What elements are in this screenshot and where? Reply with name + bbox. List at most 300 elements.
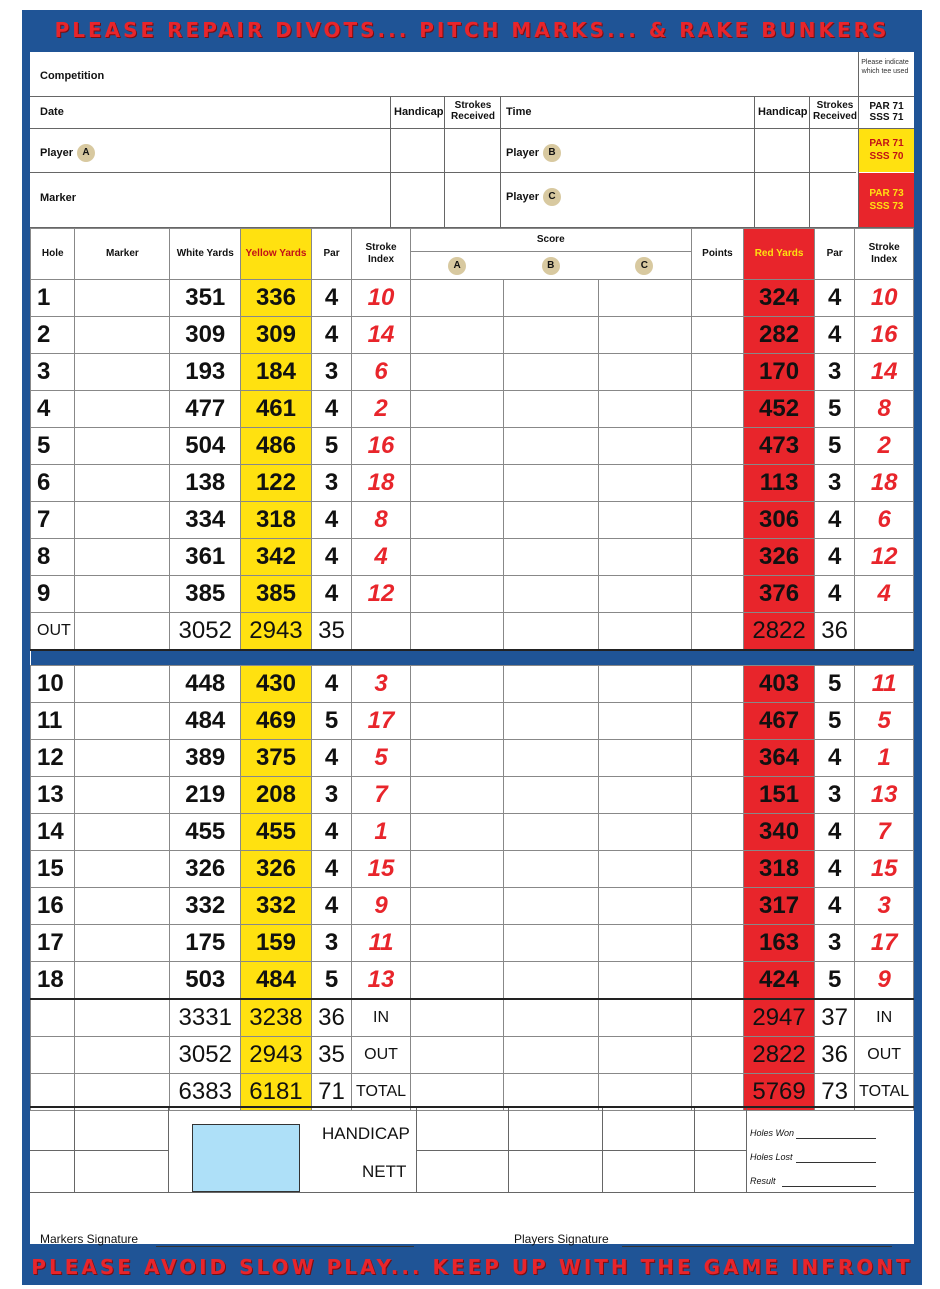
score-a-cell[interactable] (410, 777, 503, 814)
marker-score-cell[interactable] (75, 317, 170, 354)
score-b-cell[interactable] (503, 317, 598, 354)
points-cell[interactable] (691, 428, 744, 465)
totals-row (31, 1037, 914, 1074)
white-yards: 503 (170, 962, 241, 1000)
red-par: 3 (814, 925, 854, 962)
score-b-cell[interactable] (503, 576, 598, 613)
score-a-cell[interactable] (410, 962, 503, 1000)
handicap-label-b: Handicap (758, 106, 808, 118)
totals-label: OUT (352, 1037, 411, 1074)
score-c-cell[interactable] (598, 502, 691, 539)
hole-number: 6 (31, 465, 75, 502)
col-stroke-index: Stroke Index (352, 229, 411, 280)
score-c-cell[interactable] (598, 576, 691, 613)
white-yards: 309 (170, 317, 241, 354)
red-yards: 151 (744, 777, 815, 814)
totals (31, 999, 914, 1111)
hole-row (31, 576, 914, 613)
score-a-cell[interactable] (410, 280, 503, 317)
red-yards: 340 (744, 814, 815, 851)
marker-score-cell[interactable] (75, 280, 170, 317)
yellow-yards: 455 (241, 814, 312, 851)
hole-row (31, 539, 914, 576)
out-label: OUT (31, 613, 75, 651)
tee-red[interactable] (859, 173, 914, 227)
totals-score-b[interactable] (503, 1037, 598, 1074)
white-yards: 448 (170, 666, 241, 703)
score-c-cell[interactable] (598, 354, 691, 391)
marker-score-cell[interactable] (75, 740, 170, 777)
out-row (31, 613, 914, 651)
stroke-index: 7 (352, 777, 411, 814)
score-c-cell[interactable] (598, 703, 691, 740)
points-cell[interactable] (691, 539, 744, 576)
score-c-cell[interactable] (598, 962, 691, 1000)
red-par: 5 (814, 666, 854, 703)
stroke-index: 4 (352, 539, 411, 576)
markers-signature-label: Markers Signature (40, 1232, 139, 1246)
red-par: 3 (814, 465, 854, 502)
score-a-cell[interactable] (410, 428, 503, 465)
score-c-cell[interactable] (598, 539, 691, 576)
red-stroke-index: 7 (855, 814, 914, 851)
hole-row (31, 666, 914, 703)
player-c-text: Player (506, 190, 540, 203)
tee-yellow[interactable] (859, 129, 914, 172)
strokes-received-label-a: Strokes Received (451, 100, 495, 122)
totals-blank-2[interactable] (75, 1037, 170, 1074)
red-par: 5 (814, 391, 854, 428)
white-yards: 504 (170, 428, 241, 465)
score-b-cell[interactable] (503, 777, 598, 814)
yellow-yards: 159 (241, 925, 312, 962)
points-cell[interactable] (691, 280, 744, 317)
score-b-cell[interactable] (503, 962, 598, 1000)
hole-row (31, 925, 914, 962)
red-yards: 424 (744, 962, 815, 1000)
points-cell[interactable] (691, 354, 744, 391)
par: 4 (311, 740, 351, 777)
score-b-cell[interactable] (503, 703, 598, 740)
score-a-cell[interactable] (410, 703, 503, 740)
totals-red-label: IN (855, 999, 914, 1037)
out-si (352, 613, 411, 651)
totals-row (31, 999, 914, 1037)
score-a-cell[interactable] (410, 888, 503, 925)
score-b-cell[interactable] (503, 465, 598, 502)
totals-par: 71 (311, 1074, 351, 1111)
white-yards: 455 (170, 814, 241, 851)
totals-yellow: 6181 (241, 1074, 312, 1111)
totals-white: 3331 (170, 999, 241, 1037)
totals-points[interactable] (691, 1074, 744, 1111)
red-par: 5 (814, 962, 854, 1000)
points-cell[interactable] (691, 465, 744, 502)
points-cell[interactable] (691, 814, 744, 851)
score-a-cell[interactable] (410, 391, 503, 428)
red-yards: 326 (744, 539, 815, 576)
red-par: 3 (814, 777, 854, 814)
tee-red-sss: SSS 73 (869, 201, 904, 212)
top-banner: PLEASE REPAIR DIVOTS... PITCH MARKS... & RAKE BUNKERS (54, 18, 890, 42)
holes-won-line[interactable] (796, 1138, 876, 1139)
red-par: 4 (814, 280, 854, 317)
holes-won-label: Holes Won (750, 1128, 795, 1138)
scorecard (22, 10, 922, 1285)
out-rpar: 36 (814, 613, 854, 651)
score-a-cell[interactable] (410, 814, 503, 851)
red-par: 4 (814, 502, 854, 539)
totals-blank-1[interactable] (31, 999, 75, 1037)
marker-score-cell[interactable] (75, 354, 170, 391)
red-yards: 282 (744, 317, 815, 354)
points-cell[interactable] (691, 888, 744, 925)
tee-yellow-sss: SSS 70 (869, 151, 904, 162)
white-yards: 332 (170, 888, 241, 925)
points-cell[interactable] (691, 666, 744, 703)
red-par: 4 (814, 539, 854, 576)
points-cell[interactable] (691, 740, 744, 777)
totals-red: 5769 (744, 1074, 815, 1111)
bottom-banner: PLEASE AVOID SLOW PLAY... KEEP UP WITH THE GAME INFRONT (31, 1255, 913, 1279)
col-red-yards: Red Yards (744, 229, 815, 280)
red-stroke-index: 3 (855, 888, 914, 925)
red-stroke-index: 17 (855, 925, 914, 962)
totals-row (31, 1074, 914, 1111)
marker-score-cell[interactable] (75, 962, 170, 1000)
yellow-yards: 332 (241, 888, 312, 925)
score-b-cell[interactable] (503, 354, 598, 391)
score-c-cell[interactable] (598, 888, 691, 925)
marker-score-cell[interactable] (75, 502, 170, 539)
hole-number: 5 (31, 428, 75, 465)
score-a-cell[interactable] (410, 851, 503, 888)
marker-score-cell[interactable] (75, 465, 170, 502)
totals-yellow: 2943 (241, 1037, 312, 1074)
score-a-cell[interactable] (410, 354, 503, 391)
yellow-yards: 326 (241, 851, 312, 888)
tee-red-par: PAR 73 (869, 188, 904, 199)
out-yellow: 2943 (241, 613, 312, 651)
score-c-cell[interactable] (598, 280, 691, 317)
stroke-index: 18 (352, 465, 411, 502)
score-c-cell[interactable] (598, 428, 691, 465)
red-yards: 376 (744, 576, 815, 613)
player-c-label (506, 188, 561, 206)
stroke-index: 12 (352, 576, 411, 613)
score-c-cell[interactable] (598, 391, 691, 428)
red-par: 4 (814, 317, 854, 354)
marker-score-cell[interactable] (75, 888, 170, 925)
par: 4 (311, 888, 351, 925)
stroke-index: 5 (352, 740, 411, 777)
red-par: 4 (814, 576, 854, 613)
red-stroke-index: 2 (855, 428, 914, 465)
par: 4 (311, 317, 351, 354)
red-yards: 324 (744, 280, 815, 317)
totals-blank-2[interactable] (75, 999, 170, 1037)
totals-points[interactable] (691, 1037, 744, 1074)
score-c-cell[interactable] (598, 777, 691, 814)
red-yards: 364 (744, 740, 815, 777)
points-cell[interactable] (691, 576, 744, 613)
tee-white-par: PAR 71 (869, 101, 904, 112)
score-b-cell[interactable] (503, 814, 598, 851)
score-c-cell[interactable] (598, 740, 691, 777)
score-c-cell[interactable] (598, 814, 691, 851)
stroke-index: 17 (352, 703, 411, 740)
yellow-yards: 309 (241, 317, 312, 354)
score-a-cell[interactable] (410, 666, 503, 703)
hole-number: 14 (31, 814, 75, 851)
marker-score-cell[interactable] (75, 428, 170, 465)
hole-number: 3 (31, 354, 75, 391)
out-score-a[interactable] (410, 613, 503, 651)
red-stroke-index: 18 (855, 465, 914, 502)
score-a-cell[interactable] (410, 576, 503, 613)
totals-score-c[interactable] (598, 999, 691, 1037)
totals-score-a[interactable] (410, 1037, 503, 1074)
totals-score-b[interactable] (503, 1074, 598, 1111)
time-label: Time (506, 106, 532, 118)
red-stroke-index: 9 (855, 962, 914, 1000)
marker-score-cell[interactable] (75, 851, 170, 888)
red-par: 4 (814, 851, 854, 888)
yellow-yards: 184 (241, 354, 312, 391)
red-stroke-index: 16 (855, 317, 914, 354)
yellow-yards: 336 (241, 280, 312, 317)
totals-label: TOTAL (352, 1074, 411, 1111)
col-par-2: Par (814, 229, 854, 280)
red-stroke-index: 12 (855, 539, 914, 576)
points-cell[interactable] (691, 703, 744, 740)
score-b-cell[interactable] (503, 740, 598, 777)
score-a-cell[interactable] (410, 539, 503, 576)
player-b-label (506, 144, 561, 162)
points-cell[interactable] (691, 925, 744, 962)
out-score-b[interactable] (503, 613, 598, 651)
hole-number: 18 (31, 962, 75, 1000)
totals-par: 36 (311, 999, 351, 1037)
hole-row (31, 391, 914, 428)
col-marker: Marker (75, 229, 170, 280)
marker-score-cell[interactable] (75, 703, 170, 740)
score-a-badge: A (448, 257, 466, 275)
totals-blank-1[interactable] (31, 1074, 75, 1111)
totals-red-par: 37 (814, 999, 854, 1037)
yellow-yards: 208 (241, 777, 312, 814)
totals-score-a[interactable] (410, 999, 503, 1037)
score-b-cell[interactable] (503, 539, 598, 576)
yellow-yards: 318 (241, 502, 312, 539)
stroke-index: 3 (352, 666, 411, 703)
yellow-yards: 486 (241, 428, 312, 465)
col-white-yards: White Yards (170, 229, 241, 280)
hole-number: 2 (31, 317, 75, 354)
red-stroke-index: 6 (855, 502, 914, 539)
stroke-index: 11 (352, 925, 411, 962)
par: 4 (311, 539, 351, 576)
totals-yellow: 3238 (241, 999, 312, 1037)
hole-number: 17 (31, 925, 75, 962)
hole-row (31, 465, 914, 502)
marker-score-cell[interactable] (75, 539, 170, 576)
white-yards: 361 (170, 539, 241, 576)
stroke-index: 8 (352, 502, 411, 539)
player-b-badge: B (543, 144, 561, 162)
totals-red-label: TOTAL (855, 1074, 914, 1111)
col-score (410, 229, 691, 280)
totals-label: IN (352, 999, 411, 1037)
hole-row (31, 740, 914, 777)
score-b-cell[interactable] (503, 888, 598, 925)
par: 3 (311, 925, 351, 962)
out-marker-cell[interactable] (75, 613, 170, 651)
score-a-cell[interactable] (410, 925, 503, 962)
stroke-index: 6 (352, 354, 411, 391)
par: 4 (311, 391, 351, 428)
stroke-index: 9 (352, 888, 411, 925)
par: 4 (311, 666, 351, 703)
red-par: 4 (814, 888, 854, 925)
par: 3 (311, 777, 351, 814)
points-cell[interactable] (691, 962, 744, 1000)
red-yards: 317 (744, 888, 815, 925)
red-stroke-index: 4 (855, 576, 914, 613)
out-white: 3052 (170, 613, 241, 651)
score-table (30, 228, 914, 1111)
score-b-cell[interactable] (503, 391, 598, 428)
marker-score-cell[interactable] (75, 814, 170, 851)
par: 4 (311, 814, 351, 851)
red-yards: 170 (744, 354, 815, 391)
score-b-cell[interactable] (503, 428, 598, 465)
totals-score-c[interactable] (598, 1074, 691, 1111)
hole-row (31, 280, 914, 317)
white-yards: 477 (170, 391, 241, 428)
totals-blank-2[interactable] (75, 1074, 170, 1111)
white-yards: 175 (170, 925, 241, 962)
stroke-index: 13 (352, 962, 411, 1000)
score-c-badge: C (635, 257, 653, 275)
front-nine (31, 280, 914, 613)
back-nine (31, 666, 914, 1000)
out-score-c[interactable] (598, 613, 691, 651)
red-stroke-index: 15 (855, 851, 914, 888)
player-a-text: Player (40, 146, 74, 159)
totals-score-a[interactable] (410, 1074, 503, 1111)
red-stroke-index: 13 (855, 777, 914, 814)
marker-score-cell[interactable] (75, 925, 170, 962)
hole-number: 7 (31, 502, 75, 539)
totals-score-b[interactable] (503, 999, 598, 1037)
par: 5 (311, 962, 351, 1000)
white-yards: 219 (170, 777, 241, 814)
par: 3 (311, 465, 351, 502)
points-cell[interactable] (691, 502, 744, 539)
marker-score-cell[interactable] (75, 576, 170, 613)
red-par: 3 (814, 354, 854, 391)
handicap-label-a: Handicap (394, 106, 444, 118)
out-points[interactable] (691, 613, 744, 651)
score-c-cell[interactable] (598, 666, 691, 703)
holes-lost-line[interactable] (796, 1162, 876, 1163)
points-cell[interactable] (691, 317, 744, 354)
red-yards: 113 (744, 465, 815, 502)
white-yards: 484 (170, 703, 241, 740)
par: 4 (311, 502, 351, 539)
col-stroke-index-2: Stroke Index (855, 229, 914, 280)
col-hole: Hole (31, 229, 75, 280)
marker-score-cell[interactable] (75, 777, 170, 814)
score-a-cell[interactable] (410, 502, 503, 539)
totals-red-label: OUT (855, 1037, 914, 1074)
result-label: Result (750, 1176, 776, 1186)
stroke-index: 16 (352, 428, 411, 465)
score-b-cell[interactable] (503, 280, 598, 317)
yellow-yards: 385 (241, 576, 312, 613)
hole-row (31, 428, 914, 465)
par: 3 (311, 354, 351, 391)
totals-score-c[interactable] (598, 1037, 691, 1074)
yellow-yards: 342 (241, 539, 312, 576)
score-b-cell[interactable] (503, 851, 598, 888)
result-line[interactable] (782, 1186, 876, 1187)
hole-number: 1 (31, 280, 75, 317)
totals-red-par: 73 (814, 1074, 854, 1111)
col-points: Points (691, 229, 744, 280)
marker-score-cell[interactable] (75, 666, 170, 703)
white-yards: 326 (170, 851, 241, 888)
white-yards: 334 (170, 502, 241, 539)
par: 5 (311, 428, 351, 465)
score-a-cell[interactable] (410, 465, 503, 502)
score-c-cell[interactable] (598, 851, 691, 888)
marker-label: Marker (40, 192, 77, 204)
points-cell[interactable] (691, 391, 744, 428)
white-yards: 351 (170, 280, 241, 317)
score-c-cell[interactable] (598, 465, 691, 502)
marker-score-cell[interactable] (75, 391, 170, 428)
hole-number: 9 (31, 576, 75, 613)
score-b-cell[interactable] (503, 502, 598, 539)
score-b-cell[interactable] (503, 925, 598, 962)
red-par: 4 (814, 814, 854, 851)
col-par: Par (311, 229, 351, 280)
col-yellow-yards: Yellow Yards (241, 229, 312, 280)
hole-row (31, 317, 914, 354)
score-a-cell[interactable] (410, 317, 503, 354)
yellow-yards: 461 (241, 391, 312, 428)
totals-par: 35 (311, 1037, 351, 1074)
totals-white: 3052 (170, 1037, 241, 1074)
red-stroke-index: 5 (855, 703, 914, 740)
points-cell[interactable] (691, 777, 744, 814)
score-c-cell[interactable] (598, 317, 691, 354)
hole-row (31, 703, 914, 740)
red-stroke-index: 1 (855, 740, 914, 777)
totals-points[interactable] (691, 999, 744, 1037)
out-rsi (855, 613, 914, 651)
tee-white[interactable] (859, 97, 914, 128)
score-c-cell[interactable] (598, 925, 691, 962)
handicap-entry-box[interactable] (192, 1124, 300, 1192)
points-cell[interactable] (691, 851, 744, 888)
totals-blank-1[interactable] (31, 1037, 75, 1074)
yellow-yards: 430 (241, 666, 312, 703)
score-b-cell[interactable] (503, 666, 598, 703)
score-a-cell[interactable] (410, 740, 503, 777)
